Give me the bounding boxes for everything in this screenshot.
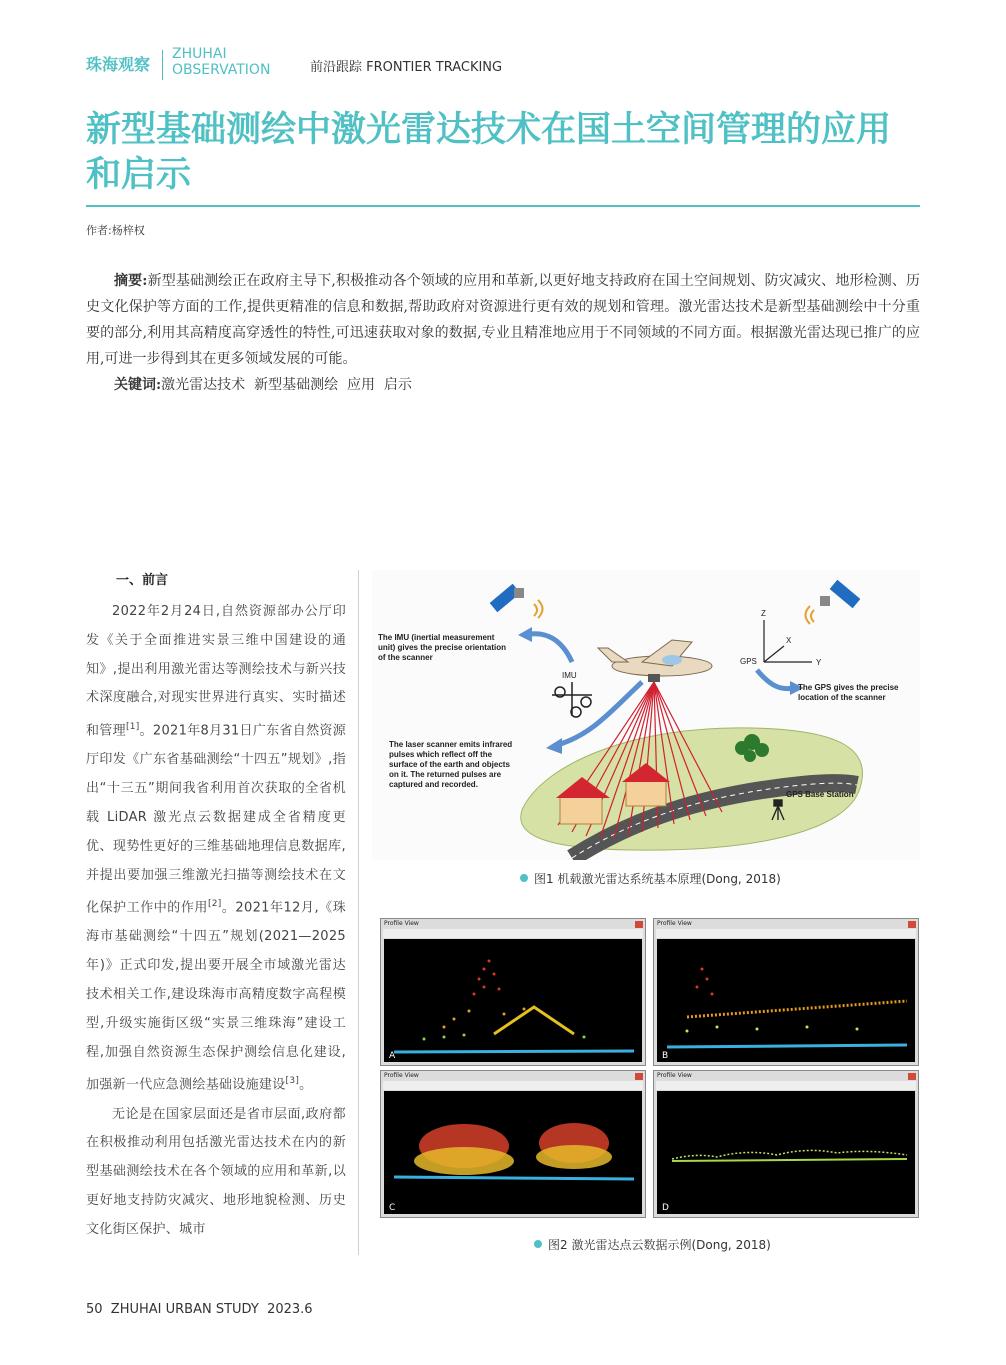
paragraph-1-text-a: 2022年2月24日,自然资源部办公厅印发《关于全面推进实景三维中国建设的通知》,提出利用激光雷达等测绘技术与新兴技术深度融合,对现实世界进行真实、实时描述和管理 <box>86 604 346 739</box>
figure-2-caption-text: 图2 激光雷达点云数据示例(Dong, 2018) <box>548 1238 771 1252</box>
close-icon <box>908 921 916 928</box>
profile-view-panel <box>653 1070 919 1218</box>
panel-title: Profile View <box>657 920 692 927</box>
profile-view-panel <box>653 918 919 1066</box>
point-cloud-canvas <box>657 1091 915 1214</box>
panel-toolbar <box>383 929 643 938</box>
close-icon <box>635 1073 643 1080</box>
imu-icon <box>552 682 592 717</box>
keywords-label: 关键词: <box>114 377 162 393</box>
brand-name-cn: 珠海观察 <box>86 55 151 74</box>
brand-en-line1: ZHUHAI <box>172 46 227 62</box>
panel-letter: D <box>662 1203 669 1213</box>
abstract-text: 新型基础测绘正在政府主导下,积极推动各个领域的应用和革新,以更好地支持政府在国土空间规划、防灾减灾、地形检测、历史文化保护等方面的工作,提供更精准的信息和数据,帮助政府对资源进行更有效的规划和管理。激光雷达技术是新型基础测绘中十分重要的部分,利用其高精度高穿透性的特性,可迅速获取对象的数据,专业且精准地应用于不同领域的不同方面。根据激光雷达现已推广的应用,可进一步得到其在更多领域发展的可能。 <box>86 273 920 367</box>
airplane-icon <box>598 640 712 682</box>
close-icon <box>908 1073 916 1080</box>
laser-text-line: The laser scanner emits infrared <box>389 740 513 749</box>
keywords-text: 激光雷达技术 新型基础测绘 应用 启示 <box>161 377 412 393</box>
gps-label: GPS <box>740 657 757 666</box>
panel-letter: C <box>389 1203 396 1213</box>
article-title: 新型基础测绘中激光雷达技术在国土空间管理的应用和启示 <box>86 110 892 195</box>
citation-3: [3] <box>285 1076 300 1087</box>
paragraph-1-text-c: 。2021年12月,《珠海市基础测绘“十四五”规划(2021—2025年)》正式印发,提出要开展全市域激光雷达技术相关工作,建设珠海市高精度数字高程模型,升级实施街区级“实景三维珠海”建设工程,加强自然资源生态保护测绘信息化建设,加强新一代应急测绘基础设施建设 <box>86 900 346 1093</box>
abstract-block <box>86 268 920 398</box>
body-column <box>86 570 346 1245</box>
citation-2: [2] <box>207 899 222 910</box>
panel-letter: A <box>389 1051 396 1061</box>
gps-text-line: The GPS gives the precise <box>798 683 899 692</box>
figure-1-lidar-diagram <box>372 570 920 860</box>
panel-letter: B <box>662 1051 669 1061</box>
paragraph-1 <box>86 598 346 1101</box>
paragraph-1-text-d: 。 <box>299 1077 313 1093</box>
panel-toolbar <box>383 1081 643 1090</box>
laser-description <box>389 740 514 789</box>
lidar-diagram-svg <box>372 570 920 860</box>
paragraph-2: 无论是在国家层面还是省市层面,政府都在积极推动利用包括激光雷达技术在内的新型基础测绘技术在各个领域的应用和革新,以更好地支持防灾减灾、地形地貌检测、历史文化街区保护、城市 <box>86 1106 346 1237</box>
figure-2-caption <box>534 1236 771 1253</box>
abstract <box>86 268 920 372</box>
close-icon <box>635 921 643 928</box>
point-cloud-canvas <box>657 939 915 1062</box>
laser-text-line: captured and recorded. <box>389 780 478 789</box>
imu-text-line: unit) gives the precise orientation <box>378 643 507 652</box>
imu-label: IMU <box>562 671 577 680</box>
imu-text-line: of the scanner <box>378 653 433 662</box>
brand-en-line2: OBSERVATION <box>172 62 271 78</box>
panel-title: Profile View <box>384 920 419 927</box>
title-rule <box>86 205 920 207</box>
satellite-icon <box>490 584 543 618</box>
point-cloud-a <box>384 939 642 1062</box>
profile-view-panel <box>380 1070 646 1218</box>
laser-text-line: surface of the earth and objects <box>389 760 510 769</box>
brand-divider <box>162 50 163 80</box>
caption-bullet-icon <box>520 874 528 882</box>
gps-description <box>798 683 901 702</box>
point-cloud-canvas <box>384 1091 642 1214</box>
section-tag: 前沿跟踪 FRONTIER TRACKING <box>310 60 503 75</box>
brand-name-en <box>172 46 270 78</box>
profile-view-panel <box>380 918 646 1066</box>
imu-text-line: The IMU (inertial measurement <box>378 633 495 642</box>
abstract-label: 摘要: <box>114 273 148 289</box>
axis-x-label: X <box>786 636 792 645</box>
point-cloud-canvas <box>384 939 642 1062</box>
base-station-label: GPS Base Station <box>786 790 854 799</box>
column-divider <box>358 570 359 1255</box>
axis-z-label: Z <box>761 609 766 618</box>
axis-y-label: Y <box>816 658 822 667</box>
panel-title: Profile View <box>384 1072 419 1079</box>
panel-title: Profile View <box>657 1072 692 1079</box>
point-cloud-d <box>657 1091 915 1214</box>
figure-1-caption <box>520 870 781 887</box>
figure-1-caption-text: 图1 机载激光雷达系统基本原理(Dong, 2018) <box>534 872 781 886</box>
panel-toolbar <box>656 1081 916 1090</box>
figure-2-point-cloud <box>380 918 920 1220</box>
paragraph-1-text-b: 。2021年8月31日广东省自然资源厅印发《广东省基础测绘“十四五”规划》,指出“十三五”期间我省利用首次获取的全省机载 LiDAR 激光点云数据建成全省精度更优、现势性更好的三维基础地理信息数据库,并提出要加强三维激光扫描等测绘技术在文化保护工作中的作用 <box>86 723 346 916</box>
point-cloud-c <box>384 1091 642 1214</box>
article-author: 作者:杨梓权 <box>86 224 145 237</box>
page-footer: 50 ZHUHAI URBAN STUDY 2023.6 <box>86 1302 313 1317</box>
panel-toolbar <box>656 929 916 938</box>
gps-text-line: location of the scanner <box>798 693 886 702</box>
keywords <box>86 372 920 398</box>
caption-bullet-icon <box>534 1240 542 1248</box>
imu-description <box>378 633 508 662</box>
point-cloud-b <box>657 939 915 1062</box>
laser-text-line: on it. The returned pulses are <box>389 770 502 779</box>
laser-text-line: pulses which reflect off the <box>389 750 493 759</box>
satellite-icon <box>806 580 861 624</box>
section-heading: 一、前言 <box>116 573 169 588</box>
citation-1: [1] <box>125 722 140 733</box>
